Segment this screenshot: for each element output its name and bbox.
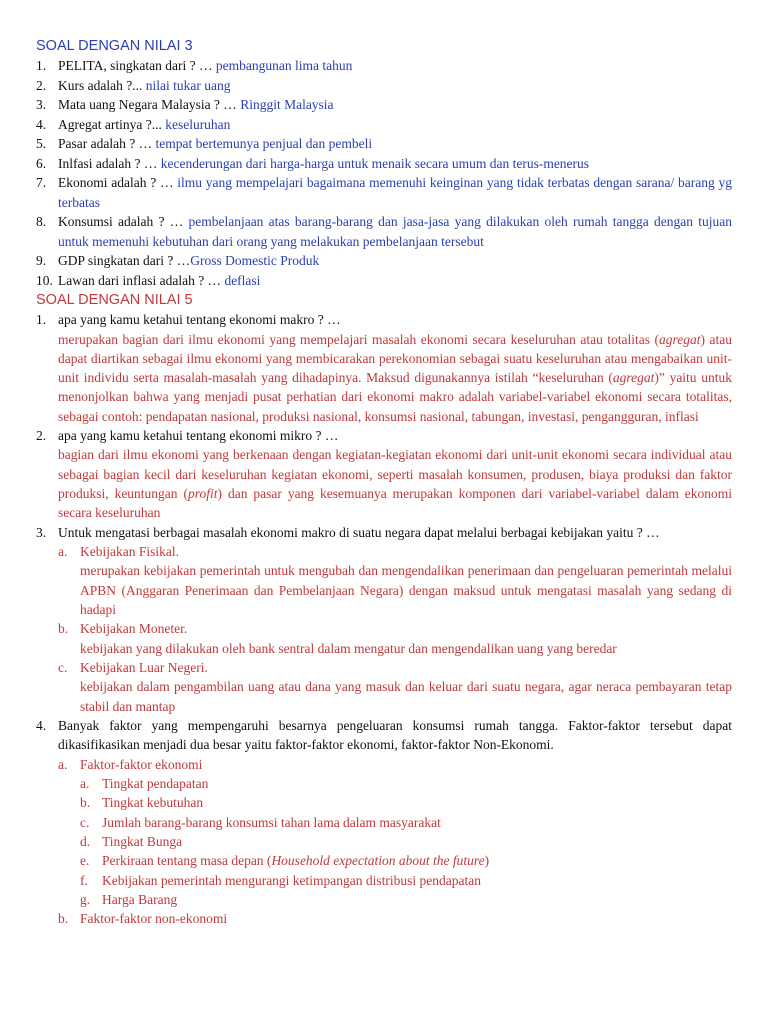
list-item: d. Tingkat Bunga	[80, 834, 183, 850]
list-item: e. Perkiraan tentang masa depan (Household expectation about the future)	[80, 853, 490, 869]
section-title-nilai-3: SOAL DENGAN NILAI 3	[36, 38, 193, 54]
question-4: 4. Banyak faktor yang mempengaruhi besarnya pengeluaran konsumsi rumah tangga. Faktor-faktor tersebut dapat dikasifikasikan menjadi dua besar yaitu faktor-faktor ekonomi, faktor-faktor Non-Ekonomi.	[36, 717, 732, 753]
question-3: 3. Untuk mengatasi berbagai masalah ekonomi makro di suatu negara dapat melalui berbagai kebijakan yaitu ? …	[36, 524, 660, 540]
question-1: 1. apa yang kamu ketahui tentang ekonomi makro ? …	[36, 312, 341, 327]
list-item: b. Faktor-faktor non-ekonomi	[58, 911, 228, 927]
list-item: a. Faktor-faktor ekonomi	[58, 756, 203, 772]
answer-2: bagian dari ilmu ekonomi yang berkenaan dengan kegiatan-kegiatan ekonomi dari unit-unit ekonomi secara individual atau sebagai bagian kecil dari keseluruhan kegiatan ekonomi, seperti masalah konsumen, produsen, biaya produksi dan faktor produksi, keuntungan (profit) dan pasar yang kesemuanya merupakan komponen dari variabel-variabel dalam ekonomi secara keseluruhan	[58, 447, 733, 521]
list-item: f. Kebijakan pemerintah mengurangi ketimpangan distribusi pendapatan	[80, 872, 482, 888]
list-item: b. Tingkat kebutuhan	[80, 795, 204, 811]
list-item: 6. Inlfasi adalah ? … kecenderungan dari harga-harga untuk menaik secara umum dan terus-menerus	[36, 155, 590, 171]
list-item: c. Jumlah barang-barang konsumsi tahan lama dalam masyarakat	[80, 814, 441, 830]
answer-1: merupakan bagian dari ilmu ekonomi yang mempelajari masalah ekonomi secara keseluruhan atau totalitas (agregat) atau dapat diartikan sebagai ilmu ekonomi yang membicarakan perekonomian sebagai suatu keseluruhan atau mengabaikan unit-unit individu serta masalah-masalah yang dihadapinya. Maksud digunakannya istilah “keseluruhan (agregat)” yaitu untuk menonjolkan bahwa yang menjadi pusat perhatian dari ekonomi makro adalah variabel-variabel ekonomi secara totalitas, sebagai contoh: pendapatan nasional, produksi nasional, konsumsi nasional, tabungan, investasi, pengangguran, inflasi	[58, 331, 733, 424]
list-item: c. Kebijakan Luar Negeri.	[58, 659, 208, 675]
list-item: 10. Lawan dari inflasi adalah ? … deflasi	[36, 272, 261, 288]
list-item: 1. PELITA, singkatan dari ? … pembangunan lima tahun	[36, 58, 353, 73]
policy-description: kebijakan dalam pengambilan uang atau dana yang masuk dan keluar dari suatu negara, agar neraca pembayaran tetap stabil dan mantap	[80, 679, 732, 714]
list-item: 5. Pasar adalah ? … tempat bertemunya penjual dan pembeli	[36, 136, 373, 151]
section-title-nilai-5: SOAL DENGAN NILAI 5	[36, 292, 193, 308]
question-list-nilai-3	[36, 56, 732, 290]
policy-description: kebijakan yang dilakukan oleh bank sentral dalam mengatur dan mengendalikan uang yang beredar	[80, 640, 617, 656]
policy-description: merupakan kebijakan pemerintah untuk mengubah dan mengendalikan penerimaan dan pengeluaran pemerintah melalui APBN (Anggaran Penerimaan dan Pembelanjaan Negara) dengan maksud untuk mengatasi masalah yang sedang di hadapi	[80, 563, 732, 618]
list-item: a. Kebijakan Fisikal.	[58, 544, 179, 560]
list-item: 3. Mata uang Negara Malaysia ? … Ringgit Malaysia	[36, 97, 334, 112]
list-item: 8. Konsumsi adalah ? … pembelanjaan atas barang-barang dan jasa-jasa yang dilakukan oleh rumah tangga dengan tujuan untuk memenuhi kebutuhan dari orang yang melakukan pembelanjaan tersebut	[36, 214, 732, 249]
list-item: 7. Ekonomi adalah ? … ilmu yang mempelajari bagaimana memenuhi keinginan yang tidak terbatas dengan sarana/ barang yg terbatas	[36, 175, 732, 210]
list-item: a. Tingkat pendapatan	[80, 776, 209, 792]
list-item: 4. Agregat artinya ?... keseluruhan	[36, 116, 231, 132]
question-2: 2. apa yang kamu ketahui tentang ekonomi mikro ? …	[36, 427, 339, 443]
list-item: g. Harga Barang	[80, 891, 178, 907]
list-item: b. Kebijakan Moneter.	[58, 621, 188, 637]
document-page	[36, 36, 732, 929]
list-item: 9. GDP singkatan dari ? …Gross Domestic Produk	[36, 253, 320, 268]
list-item: 2. Kurs adalah ?... nilai tukar uang	[36, 77, 231, 93]
